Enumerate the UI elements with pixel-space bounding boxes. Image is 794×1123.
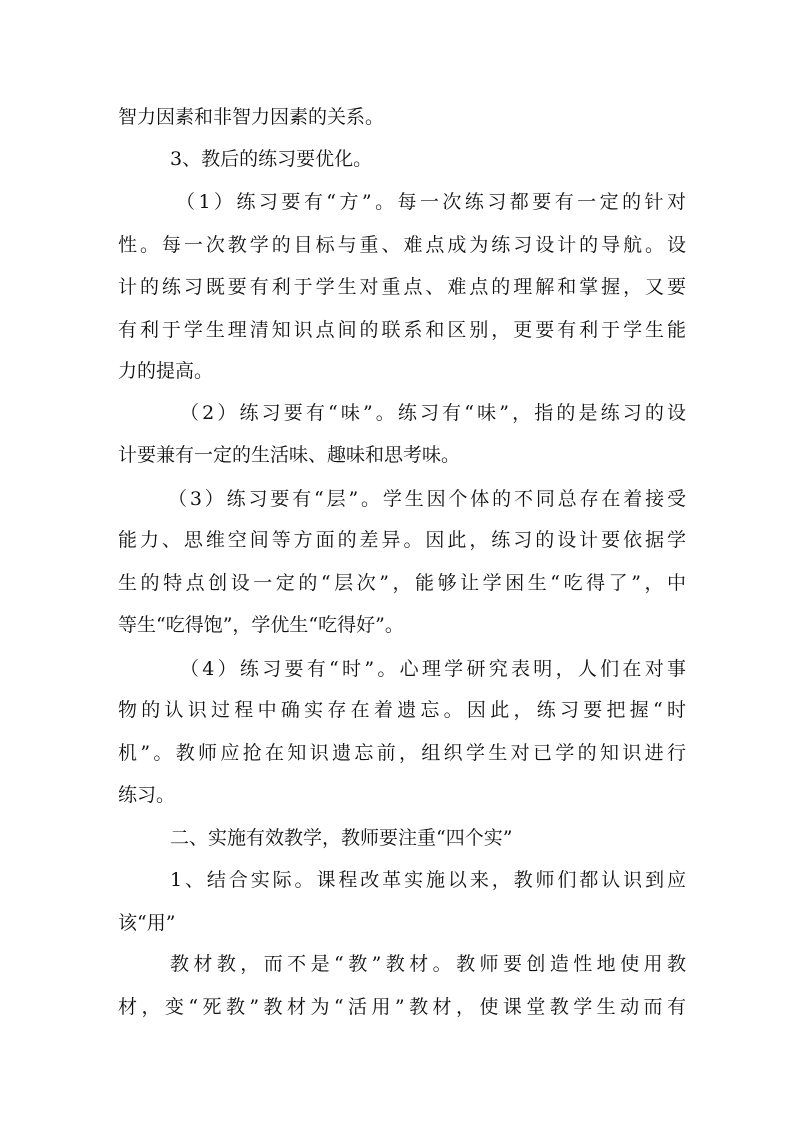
text-line: 教材教，而不是“教”教材。教师要创造性地使用教 [170,953,686,975]
text-line: （2）练习要有“味”。练习有“味”，指的是练习的设 [180,402,686,424]
text-line: 计的练习既要有利于学生对重点、难点的理解和掌握，又要 [118,276,686,298]
text-line: 能力、思维空间等方面的差异。因此，练习的设计要依据学 [118,529,686,551]
text-line: 机”。教师应抢在知识遗忘前，组织学生对已学的知识进行 [118,742,686,764]
text-line: 生的特点创设一定的“层次”，能够让学困生“吃得了”，中 [118,572,686,594]
section-heading: 二、实施有效教学，教师要注重“四个实” [170,827,513,849]
text-line: 智力因素和非智力因素的关系。 [118,106,385,128]
text-line: 练习。 [118,784,176,806]
text-line: 1、结合实际。课程改革实施以来，教师们都认识到应 [170,869,686,891]
text-line: 材，变“死教”教材为“活用”教材，使课堂教学生动而有 [118,996,686,1018]
text-line: （4）练习要有“时”。心理学研究表明，人们在对事 [180,658,686,680]
text-line: 等生“吃得饱”，学优生“吃得好”。 [118,614,404,636]
text-line: （3）练习要有“层”。学生因个体的不同总存在着接受 [168,488,686,510]
text-line: （1）练习要有“方”。每一次练习都要有一定的针对 [176,191,686,213]
text-line: 该“用” [118,912,176,934]
text-line: 力的提高。 [118,360,214,382]
text-line: 性。每一次教学的目标与重、难点成为练习设计的导航。设 [118,234,686,256]
text-line: 有利于学生理清知识点间的联系和区别，更要有利于学生能 [118,319,686,341]
text-line: 物的认识过程中确实存在着遗忘。因此，练习要把握“时 [118,699,686,721]
text-line: 3、教后的练习要优化。 [170,148,373,170]
text-line: 计要兼有一定的生活味、趣味和思考味。 [118,444,461,466]
